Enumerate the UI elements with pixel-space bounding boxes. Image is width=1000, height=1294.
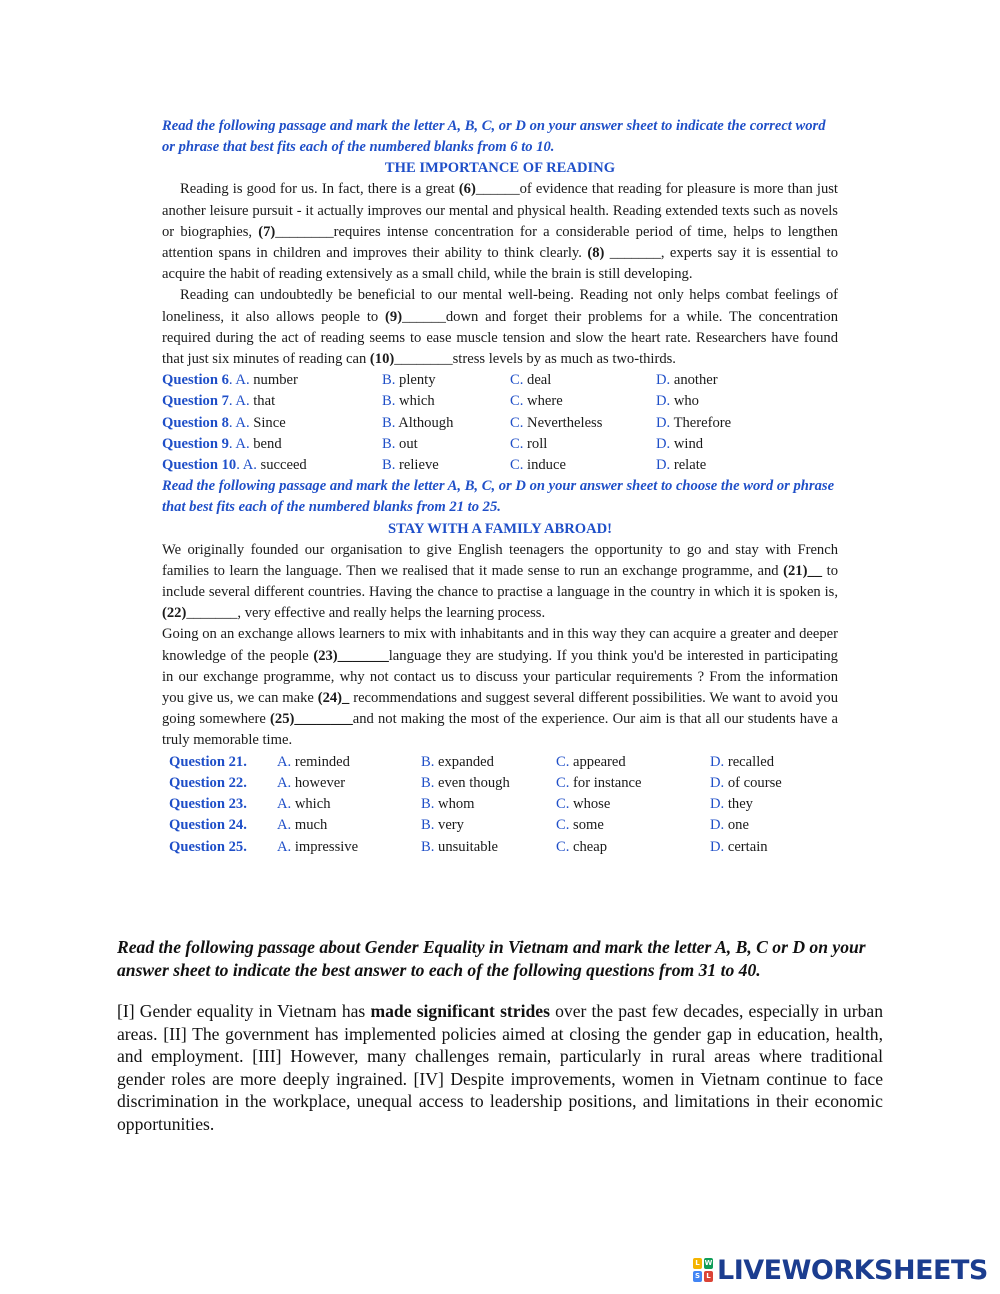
option-a[interactable]: bend <box>253 435 282 452</box>
text: We originally founded our organisation to give English teenagers the opportunity to go and stay with French families to learn the language. Then we realised that it made sense to run an exchange programme, and <box>162 541 838 579</box>
option-a[interactable]: reminded <box>294 753 350 770</box>
section-3-instruction: Read the following passage about Gender Equality in Vietnam and mark the letter A, B, C or D on your answer sheet to indicate the best answer to each of the following questions from 31 to 40. <box>117 937 866 980</box>
option-letter: D <box>710 774 721 791</box>
option-letter: A <box>235 414 246 431</box>
blank-21[interactable]: __ <box>807 562 823 579</box>
reading-section-3 <box>117 936 883 1135</box>
option-c[interactable]: Nevertheless <box>527 414 603 431</box>
blank-6[interactable]: ______ <box>475 181 520 198</box>
text: Reading is good for us. In fact, there is a great <box>180 181 459 198</box>
option-letter: B <box>382 414 392 431</box>
text: of evidence that reading for pleasure is more than just another leisure pursuit - it actually improves our mental and physical health. Reading extended texts such as novels or biographies, <box>162 181 838 240</box>
question-label: Question 24. <box>169 817 247 834</box>
text: to include several different countries. Having the chance to practise a language in the country in which it is spoken is, <box>162 562 838 601</box>
option-letter: B <box>382 457 392 474</box>
option-d[interactable]: one <box>727 817 749 834</box>
question-row: Question 9. A. bend B. out C. roll D. wind <box>162 435 704 452</box>
passage-2-paragraph-2 <box>162 624 838 751</box>
option-d[interactable]: recalled <box>727 753 775 770</box>
option-letter: C <box>556 817 566 834</box>
question-row: Question 23. A. which B. whom C. whose D. they <box>169 796 753 813</box>
text: down and forget their problems for a while. The concentration required during the act of reading seems to ease muscle tension and slow the heart rate. Researchers have found that just six minutes of reading can <box>162 308 838 368</box>
option-d[interactable]: certain <box>727 838 768 855</box>
text: Reading can undoubtedly be beneficial to our mental well-being. Reading not only helps combat feelings of loneliness, it also allows people to <box>162 287 838 325</box>
option-c[interactable]: deal <box>527 372 552 389</box>
question-label: Question 10 <box>162 457 237 474</box>
question-row: Question 25. A. impressive B. unsuitable C. cheap D. certain <box>169 838 768 855</box>
logo-tile-icon: W <box>704 1259 713 1267</box>
option-letter: A <box>235 435 246 452</box>
question-label: Question 21. <box>169 753 247 770</box>
option-b[interactable]: even though <box>438 774 510 791</box>
option-c[interactable]: where <box>527 393 563 410</box>
question-row: Question 6. A. number B. plenty C. deal D. another <box>162 372 718 389</box>
option-d[interactable]: of course <box>727 774 782 791</box>
option-letter: B <box>421 817 431 834</box>
option-letter: C <box>510 414 520 431</box>
option-letter: C <box>510 435 520 452</box>
option-c[interactable]: induce <box>527 457 566 474</box>
logo-tile-icon: L <box>693 1258 702 1269</box>
option-letter: B <box>421 774 431 791</box>
option-c[interactable]: for instance <box>573 774 642 791</box>
question-row: Question 21. A. reminded B. expanded C. appeared D. recalled <box>169 753 775 770</box>
section-2-title: STAY WITH A FAMILY ABROAD! <box>387 520 613 537</box>
option-c[interactable]: roll <box>527 435 548 452</box>
blank-10[interactable]: ________ <box>394 351 453 368</box>
option-b[interactable]: relieve <box>399 457 439 474</box>
option-letter: A <box>235 372 246 389</box>
blank-25[interactable]: ________ <box>294 711 353 728</box>
text: , experts say it is essential to acquire the habit of reading extensively as a small child, while the brain is still developing. <box>162 245 838 283</box>
option-letter: B <box>382 372 392 389</box>
blank-8[interactable]: _______ <box>609 245 661 262</box>
questions-21-25 <box>169 752 782 858</box>
blank-number-8: (8) <box>587 245 605 262</box>
blank-number-9: (9) <box>385 308 403 325</box>
option-letter: D <box>656 393 667 410</box>
text: language they are studying. If you think you'd be interested in participating in our exchange programme, why not contact us to discuss your particular requirements ? From the information you give us, we can make <box>162 647 838 707</box>
option-letter: D <box>710 753 721 770</box>
option-d[interactable]: wind <box>673 435 704 452</box>
section-1-instruction: Read the following passage and mark the letter A, B, C, or D on your answer sheet to indicate the correct word or phrase that best fits each of the numbered blanks from 6 to 10. <box>162 118 826 156</box>
question-row: Question 8. A. Since B. Although C. Nevertheless D. Therefore <box>162 414 732 431</box>
blank-number-10: (10) <box>369 351 395 368</box>
option-letter: C <box>556 774 566 791</box>
option-b[interactable]: Although <box>398 414 454 431</box>
question-label: Question 22. <box>169 774 247 791</box>
option-a[interactable]: however <box>294 774 346 791</box>
text: , very effective and really helps the learning process. <box>237 605 546 622</box>
passage-3-paragraph <box>117 1000 883 1135</box>
logo-tile-icon: S <box>694 1272 701 1280</box>
text: requires intense concentration for a considerable period of time, helps to lengthen attention spans in children and improves their ability to think clearly. <box>162 223 838 262</box>
option-b[interactable]: which <box>399 393 435 410</box>
question-label: Question 23. <box>169 796 247 813</box>
option-d[interactable]: who <box>673 393 699 410</box>
option-letter: A <box>277 774 288 791</box>
liveworksheets-logo-text: LIVEWORKSHEETS <box>717 1254 988 1286</box>
option-letter: D <box>710 838 721 855</box>
option-b[interactable]: expanded <box>438 753 494 770</box>
option-letter: A <box>277 796 288 813</box>
section-1-title: THE IMPORTANCE OF READING <box>384 160 616 177</box>
blank-23[interactable]: _______ <box>337 647 389 664</box>
option-letter: A <box>235 393 246 410</box>
question-label: Question 25. <box>169 838 247 855</box>
option-c[interactable]: cheap <box>573 838 608 855</box>
option-letter: A <box>277 838 288 855</box>
option-letter: C <box>510 393 520 410</box>
blank-7[interactable]: ________ <box>275 223 334 240</box>
question-label: Question 9 <box>162 435 229 452</box>
question-row: Question 22. A. however B. even though C. for instance D. of course <box>169 774 782 791</box>
question-label: Question 7 <box>162 393 229 410</box>
option-b[interactable]: plenty <box>399 372 436 389</box>
question-row: Question 7. A. that B. which C. where D. who <box>162 393 699 410</box>
option-letter: A <box>277 817 288 834</box>
option-a[interactable]: that <box>253 393 276 410</box>
passage-2-paragraph-1 <box>162 540 838 625</box>
option-letter: B <box>382 435 392 452</box>
passage-1-paragraph-2 <box>162 285 838 370</box>
option-letter: A <box>277 753 288 770</box>
option-letter: D <box>656 457 667 474</box>
text: Going on an exchange allows learners to mix with inhabitants and in this way they can acquire a greater and deeper knowledge of the people <box>162 626 838 664</box>
liveworksheets-logo <box>693 1253 988 1287</box>
option-letter: C <box>556 838 566 855</box>
option-letter: B <box>421 838 431 855</box>
option-a[interactable]: impressive <box>294 838 359 855</box>
option-letter: D <box>710 817 721 834</box>
text: stress levels by as much as two-thirds. <box>452 351 676 368</box>
option-b[interactable]: out <box>399 435 418 452</box>
question-label: Question 6 <box>162 372 229 389</box>
option-d[interactable]: another <box>673 372 718 389</box>
option-letter: C <box>556 796 566 813</box>
option-letter: D <box>656 435 667 452</box>
option-a[interactable]: much <box>294 817 328 834</box>
passage-1-paragraph-1 <box>162 179 838 285</box>
blank-number-25: (25) <box>270 711 295 728</box>
question-label: Question 8 <box>162 414 229 431</box>
option-c[interactable]: whose <box>573 796 611 813</box>
blank-number-24: (24) <box>317 690 343 707</box>
option-d[interactable]: they <box>727 796 753 813</box>
question-row: Question 24. A. much B. very C. some D. one <box>169 817 749 834</box>
blank-22[interactable]: _______ <box>186 605 238 622</box>
blank-number-22: (22) <box>162 605 187 622</box>
text: over the past few decades, especially in urban areas. [II] The government has implemented policies aimed at closing the gender gap in education, health, and employment. [III] However, many challenges remain, particularly in rural areas where traditional gender roles are more deeply ingrained. [IV] Despite improvements, women in Vietnam continue to face discrimination in the workplace, unequal access to leadership positions, and limitations in their economic opportunities. <box>117 1001 883 1134</box>
option-b[interactable]: very <box>438 817 464 834</box>
text: [I] Gender equality in Vietnam has <box>117 1001 371 1021</box>
option-letter: C <box>556 753 566 770</box>
option-letter: C <box>510 457 520 474</box>
blank-24[interactable]: _ <box>342 690 350 707</box>
text: and not making the most of the experience. Our aim is that all our students have a truly memorable time. <box>162 711 838 749</box>
option-d[interactable]: relate <box>673 457 707 474</box>
option-a[interactable]: which <box>294 796 331 813</box>
option-letter: A <box>242 457 254 474</box>
text: recommendations and suggest several different possibilities. We want to avoid you going somewhere <box>162 690 839 728</box>
liveworksheets-logo-icon <box>693 1257 715 1283</box>
option-letter: D <box>656 414 667 431</box>
question-row: Question 10. A. succeed B. relieve C. induce D. relate <box>162 457 707 474</box>
blank-number-7: (7) <box>258 223 276 240</box>
option-c[interactable]: some <box>573 817 604 834</box>
blank-9[interactable]: ______ <box>402 308 446 325</box>
option-letter: B <box>382 393 392 410</box>
highlighted-phrase: made significant strides <box>370 1001 550 1021</box>
questions-6-10 <box>162 370 731 476</box>
option-letter: B <box>421 753 431 770</box>
logo-tile-icon: L <box>704 1271 713 1282</box>
option-letter: D <box>710 796 721 813</box>
blank-number-23: (23) <box>313 647 338 664</box>
blank-number-21: (21) <box>783 562 808 579</box>
option-a[interactable]: succeed <box>260 457 307 474</box>
option-c[interactable]: appeared <box>573 753 626 770</box>
option-b[interactable]: unsuitable <box>438 838 499 855</box>
option-letter: D <box>656 372 667 389</box>
option-letter: B <box>421 796 431 813</box>
option-b[interactable]: whom <box>438 796 475 813</box>
option-a[interactable]: number <box>253 372 298 389</box>
option-a[interactable]: Since <box>253 414 286 431</box>
section-2-instruction: Read the following passage and mark the letter A, B, C, or D on your answer sheet to choose the word or phrase that best fits each of the numbered blanks from 21 to 25. <box>162 478 835 516</box>
option-d[interactable]: Therefore <box>673 414 732 431</box>
reading-section-1 <box>162 116 838 858</box>
option-letter: C <box>510 372 520 389</box>
blank-number-6: (6) <box>458 181 476 198</box>
